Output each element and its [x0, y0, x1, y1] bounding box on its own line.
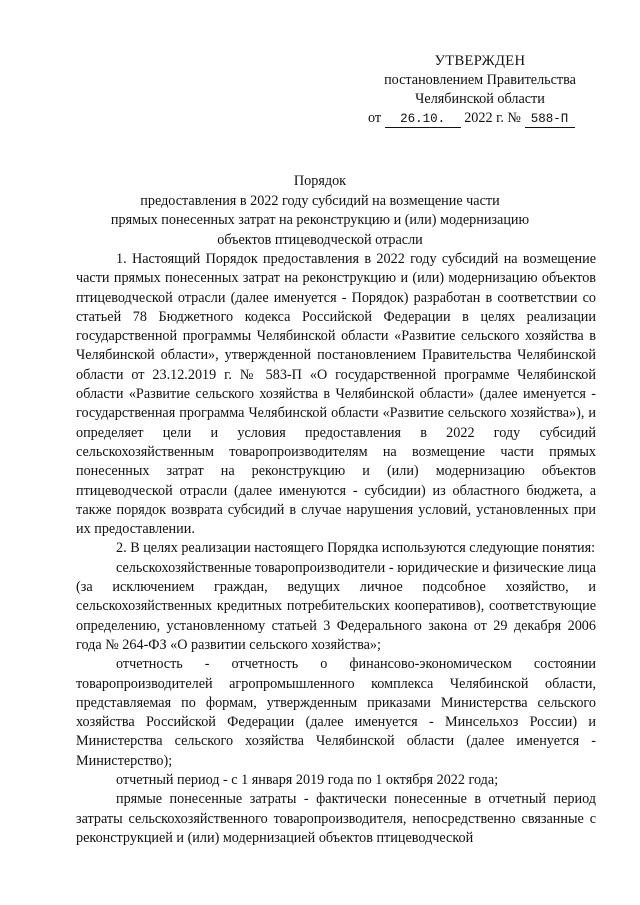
approval-date-value: 26.10.	[385, 112, 461, 128]
heading-line-3: прямых понесенных затрат на реконструкцию и (или) модернизацию	[110, 212, 530, 228]
approval-date-line	[368, 109, 600, 128]
approval-line-2: Челябинской области	[415, 91, 545, 107]
paragraph-4: отчетность - отчетность о финансово-экономическом состоянии товаропроизводителей агропромышленного комплекса Челябинской области, представляемая по формам, утвержденным приказами Министерства сельского хозяйства Российской Федерации (далее именуется - Минсельхоз России) и Министерства сельского хозяйства Челябинской области (далее именуется - Министерство);	[76, 656, 596, 769]
date-year: 2022 г. №	[464, 110, 521, 126]
paragraph-1: 1. Настоящий Порядок предоставления в 2022 году субсидий на возмещение части прямых понесенных затрат на реконструкцию и (или) модернизацию объектов птицеводческой отрасли (далее именуется - Порядок) разработан в соответствии со статьей 78 Бюджетного кодекса Российской Федерации в целях реализации государственной программы Челябинской области «Развитие сельского хозяйства в Челябинской области», утвержденной постановлением Правительства Челябинской области от 23.12.2019 г. № 583-П «О государственной программе Челябинской области «Развитие сельского хозяйства в Челябинской области» (далее именуется - государственная программа Челябинской области «Развитие сельского хозяйства»), и определяет цели и условия предоставления в 2022 году субсидий сельскохозяйственным товаропроизводителям на возмещение части прямых понесенных затрат на реконструкцию и (или) модернизацию объектов птицеводческой отрасли (далее именуются - субсидии) из областного бюджета, а также порядок возврата субсидий в случае нарушения условий, установленных при их предоставлении.	[76, 251, 596, 538]
heading-line-4: объектов птицеводческой отрасли	[217, 231, 423, 248]
date-prefix: от	[368, 110, 382, 126]
approval-stamp	[360, 52, 600, 128]
heading-line-2: предоставления в 2022 году субсидий на возмещение части	[140, 192, 500, 209]
approval-number-value: 588-П	[525, 112, 575, 128]
document-heading	[100, 172, 540, 250]
paragraph-5: отчетный период - с 1 января 2019 года по 1 октября 2022 года;	[116, 772, 499, 789]
heading-line-1: Порядок	[293, 173, 347, 189]
document-body	[76, 250, 596, 848]
approval-title: УТВЕРЖДЕН	[434, 53, 526, 69]
paragraph-6: прямые понесенные затраты - фактически понесенные в отчетный период затраты сельскохозяйственного товаропроизводителя, непосредственно связанные с реконструкцией и (или) модернизацией объектов птицеводческой	[76, 791, 596, 846]
paragraph-2: 2. В целях реализации настоящего Порядка используются следующие понятия:	[116, 540, 596, 557]
paragraph-3: сельскохозяйственные товаропроизводители - юридические и физические лица (за исключением граждан, ведущих личное подсобное хозяйство, и сельскохозяйственных кредитных потребительских кооперативов), соответствующие определению, установленному статьей 3 Федерального закона от 29 декабря 2006 года № 264-ФЗ «О развитии сельского хозяйства»;	[76, 559, 596, 653]
approval-line-1: постановлением Правительства	[384, 72, 576, 88]
